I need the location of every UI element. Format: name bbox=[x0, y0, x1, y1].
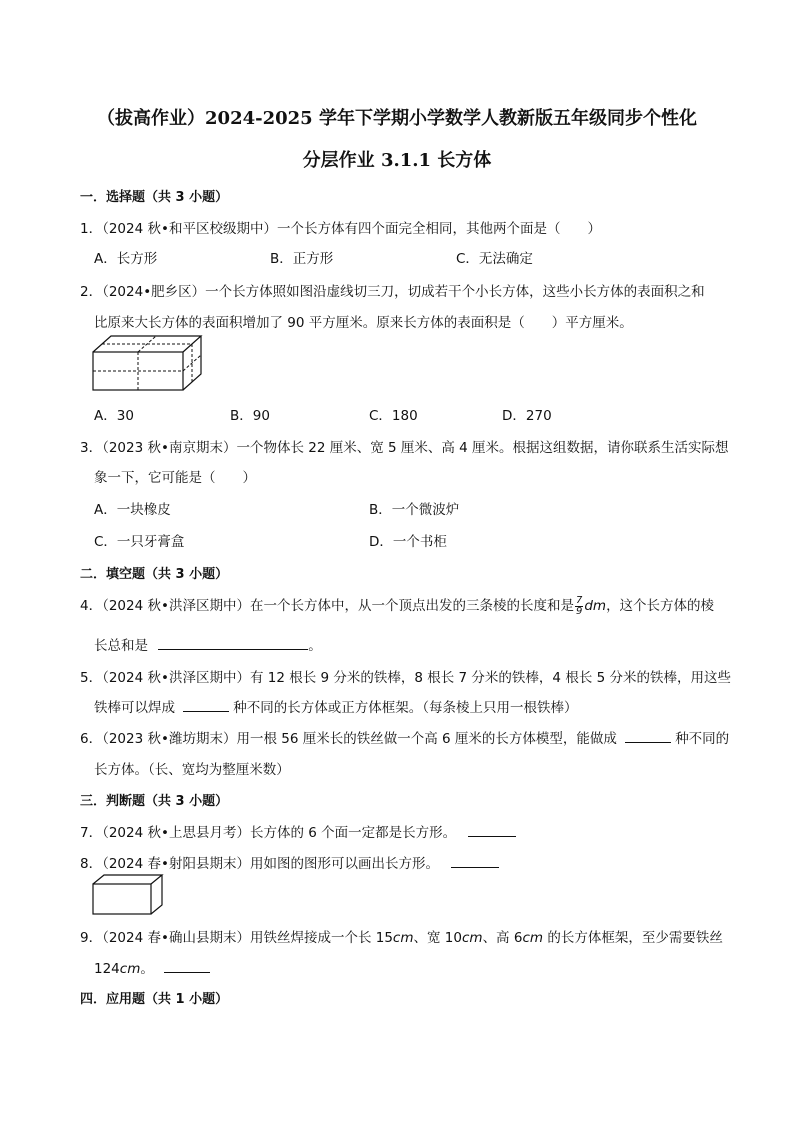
question-4-line-1 bbox=[80, 594, 714, 617]
unit-cm-2: cm bbox=[461, 930, 483, 946]
section-heading-application: 四．应用题（共 1 小题） bbox=[80, 992, 229, 1007]
question-5-line-2-pre: 铁棒可以焊成 bbox=[94, 700, 175, 716]
question-9-line-2 bbox=[94, 957, 210, 977]
question-7-text: 7．（2024 秋•上思县月考）长方体的 6 个面一定都是长方形。 bbox=[80, 825, 457, 841]
question-3-option-b: B．一个微波炉 bbox=[369, 502, 460, 518]
cuboid-cut-figure bbox=[92, 334, 204, 392]
question-3-line-2: 象一下，它可能是（ ） bbox=[94, 470, 256, 486]
question-9-text-post: 的长方体框架，至少需要铁丝 bbox=[543, 930, 723, 946]
title-line-2: 分层作业 3.1.1 长方体 bbox=[302, 150, 492, 171]
fraction-numerator: 7 bbox=[575, 594, 583, 606]
question-1-option-c: C．无法确定 bbox=[456, 251, 533, 267]
question-9-text-pre: 9．（2024 春•确山县期末）用铁丝焊接成一个长 15 bbox=[80, 930, 393, 946]
answer-blank-q4[interactable] bbox=[158, 637, 308, 650]
section-heading-fill: 二．填空题（共 3 小题） bbox=[80, 567, 229, 582]
question-4-text-pre: 4．（2024 秋•洪泽区期中）在一个长方体中，从一个顶点出发的三条棱的长度和是 bbox=[80, 598, 574, 614]
question-9-text-mid-1: 、宽 10 bbox=[413, 930, 462, 946]
question-7-line bbox=[80, 821, 516, 841]
answer-blank-q5[interactable] bbox=[183, 699, 229, 712]
question-4-line-2 bbox=[94, 634, 322, 654]
question-2-option-c: C．180 bbox=[369, 408, 418, 424]
answer-blank-q7[interactable] bbox=[468, 824, 516, 837]
question-2-line-2: 比原来大长方体的表面积增加了 90 平方厘米。原来长方体的表面积是（ ）平方厘米。 bbox=[94, 315, 633, 331]
question-5-line-1: 5．（2024 秋•洪泽区期中）有 12 根长 9 分米的铁棒，8 根长 7 分米的铁棒，4 根长 5 分米的铁棒，用这些 bbox=[80, 670, 731, 686]
question-3-option-d: D．一个书柜 bbox=[369, 534, 447, 550]
question-2-option-b: B．90 bbox=[230, 408, 270, 424]
question-4-line-2-post: 。 bbox=[308, 638, 322, 654]
section-heading-judge: 三．判断题（共 3 小题） bbox=[80, 794, 229, 809]
answer-blank-q6[interactable] bbox=[625, 730, 671, 743]
answer-blank-q9[interactable] bbox=[164, 960, 210, 973]
question-9-value: 124 bbox=[94, 961, 120, 977]
question-9-text-mid-2: 、高 6 bbox=[482, 930, 523, 946]
cuboid-figure bbox=[92, 874, 164, 916]
unit-cm-4: cm bbox=[119, 961, 141, 977]
question-4-line-2-pre: 长总和是 bbox=[94, 638, 148, 654]
unit-cm-3: cm bbox=[522, 930, 544, 946]
question-2-line-1: 2．（2024•肥乡区）一个长方体照如图沿虚线切三刀，切成若干个小长方体，这些小长方体的表面积之和 bbox=[80, 284, 705, 300]
question-5-line-2 bbox=[94, 696, 578, 716]
question-5-line-2-post: 种不同的长方体或正方体框架。（每条棱上只用一根铁棒） bbox=[233, 700, 578, 716]
question-8-text: 8．（2024 春•射阳县期末）用如图的图形可以画出长方形。 bbox=[80, 856, 439, 872]
question-3-option-c: C．一只牙膏盒 bbox=[94, 534, 185, 550]
question-6-line-2: 长方体。（长、宽均为整厘米数） bbox=[94, 762, 290, 778]
question-6-line-1-post: 种不同的 bbox=[675, 731, 730, 747]
question-9-line-1 bbox=[80, 926, 723, 946]
question-6-line-1-pre: 6．（2023 秋•潍坊期末）用一根 56 厘米长的铁丝做一个高 6 厘米的长方体模型，能做成 bbox=[80, 731, 617, 747]
unit-cm-1: cm bbox=[392, 930, 414, 946]
question-1-option-b: B．正方形 bbox=[270, 251, 334, 267]
question-2-option-d: D．270 bbox=[502, 408, 552, 424]
question-6-line-1 bbox=[80, 727, 729, 747]
question-4-text-post: ，这个长方体的棱 bbox=[606, 598, 715, 614]
fraction-seven-ninths bbox=[575, 596, 583, 617]
question-1-option-a: A．长方形 bbox=[94, 251, 158, 267]
question-3-option-a: A．一块橡皮 bbox=[94, 502, 171, 518]
section-heading-choice: 一．选择题（共 3 小题） bbox=[80, 190, 229, 205]
fraction-denominator: 9 bbox=[575, 605, 583, 617]
answer-blank-q8[interactable] bbox=[451, 855, 499, 868]
question-8-line bbox=[80, 852, 499, 872]
question-9-line-2-post: 。 bbox=[140, 961, 154, 977]
question-1-text: 1．（2024 秋•和平区校级期中）一个长方体有四个面完全相同，其他两个面是（ ） bbox=[80, 221, 601, 237]
question-2-option-a: A．30 bbox=[94, 408, 134, 424]
unit-dm: dm bbox=[584, 598, 607, 614]
question-3-line-1: 3．（2023 秋•南京期末）一个物体长 22 厘米、宽 5 厘米、高 4 厘米。根据这组数据，请你联系生活实际想 bbox=[80, 440, 729, 456]
title-line-1: （拔高作业）2024-2025 学年下学期小学数学人教新版五年级同步个性化 bbox=[97, 108, 697, 129]
